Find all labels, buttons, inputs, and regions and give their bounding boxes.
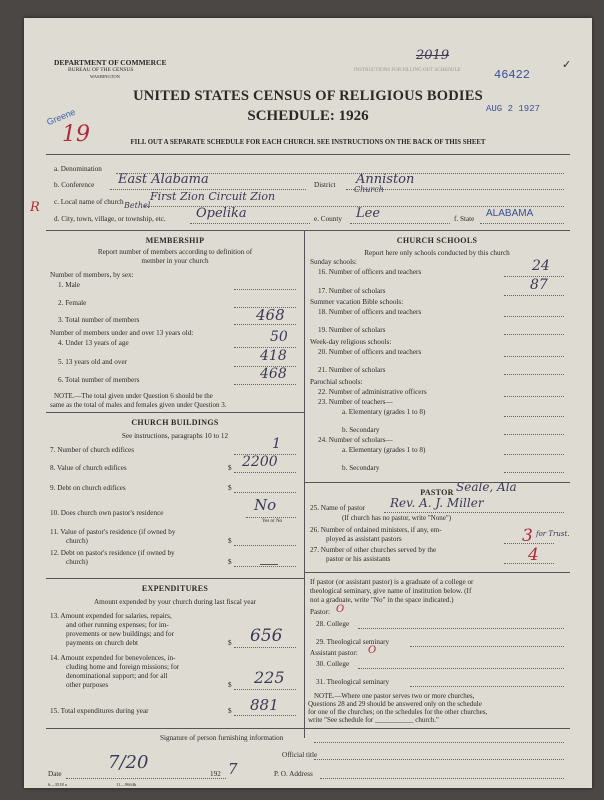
church-name-mid: Church: [354, 185, 384, 194]
q10-residence: 10. Does church own pastor's residence: [50, 509, 164, 517]
signature-field[interactable]: [314, 742, 564, 743]
city-field[interactable]: [190, 223, 310, 224]
q23a-elementary: a. Elementary (grades 1 to 8): [342, 408, 426, 416]
q19-scholars: 19. Number of scholars: [318, 326, 386, 334]
q17-field[interactable]: [504, 295, 564, 296]
expenditures-heading: EXPENDITURES: [141, 584, 209, 593]
grad-text-2: theological seminary, give name of institution below. (If: [310, 587, 472, 595]
buildings-sub: See instructions, paragraphs 10 to 12: [121, 432, 229, 440]
q31-seminary: 31. Theological seminary: [316, 678, 390, 686]
under-over-label: Number of members under and over 13 years old:: [50, 329, 194, 337]
q7-value: 1: [272, 436, 281, 452]
q22-field[interactable]: [504, 396, 564, 397]
parochial-schools: Parochial schools:: [310, 378, 363, 386]
q24-scholars: 24. Number of scholars—: [318, 436, 393, 444]
q10-value: No: [254, 496, 277, 514]
q26-line2: ployed as assistant pastors: [326, 535, 402, 543]
column-divider: [304, 230, 305, 738]
q11-line2: church): [66, 537, 88, 545]
stamp-number: 46422: [494, 68, 531, 82]
q24a-field[interactable]: [504, 454, 564, 455]
check-mark: ✓: [562, 59, 572, 71]
q13-line3: provements or new buildings; and for: [66, 630, 174, 638]
q30-college: 30. College: [316, 660, 350, 668]
q15-value: 881: [250, 696, 279, 714]
grad-text-1: If pastor (or assistant pastor) is a graduate of a college or: [310, 578, 474, 586]
conference-label: b. Conference: [54, 181, 95, 189]
district-value: Anniston: [356, 172, 415, 187]
q30-field[interactable]: [358, 668, 564, 669]
q8-field[interactable]: [234, 472, 296, 473]
q25-field[interactable]: [384, 512, 564, 513]
weekday-schools: Week-day religious schools:: [310, 338, 392, 346]
q21-scholars: 21. Number of scholars: [318, 366, 386, 374]
q28-field[interactable]: [358, 628, 564, 629]
pastor-label: Pastor:: [310, 608, 330, 616]
q26-value: 3: [522, 526, 533, 546]
q18-officers: 18. Number of officers and teachers: [318, 308, 422, 316]
q8-value: 2200: [242, 454, 278, 470]
form-schedule: SCHEDULE: 1926: [247, 108, 369, 124]
pastor-note-4: write "See schedule for ___________ church.": [308, 716, 439, 724]
q9-dollar: $: [228, 484, 232, 492]
q8-value-edifices: 8. Value of church edifices: [50, 464, 127, 472]
q6-total: 6. Total number of members: [58, 376, 140, 384]
q13-line4: payments on church debt: [66, 639, 139, 647]
form-number: 6—3518 a: [48, 782, 67, 787]
membership-note1: NOTE.—The total given under Question 6 should be the: [54, 392, 213, 400]
q17-value: 87: [530, 277, 548, 293]
denomination-label: a. Denomination: [54, 165, 102, 173]
rule-bottom: [46, 728, 570, 729]
church-name-value: First Zion Circuit Zion: [150, 190, 276, 203]
q27-line2: pastor or his assistants: [326, 555, 391, 563]
q12-dollar: $: [228, 558, 232, 566]
pastor-note-3: for one of the churches; on the schedules for the other churches,: [308, 708, 488, 716]
q16-officers: 16. Number of officers and teachers: [318, 268, 422, 276]
crossed-number: 2019: [416, 48, 450, 63]
q5-over13: 5. 13 years old and over: [58, 358, 128, 366]
q21-field[interactable]: [504, 374, 564, 375]
state-value: ALABAMA: [486, 208, 534, 219]
q24b-field[interactable]: [504, 472, 564, 473]
q12-line1: 12. Debt on pastor's residence (if owned by: [50, 549, 175, 557]
form-number-2: 11—9664b: [116, 782, 137, 787]
q29-seminary: 29. Theological seminary: [316, 638, 390, 646]
q12-dash: [260, 564, 278, 565]
date-field[interactable]: [66, 778, 226, 779]
yes-no-label: Yes or No: [262, 519, 283, 524]
q27-value: 4: [528, 545, 539, 565]
summer-schools: Summer vacation Bible schools:: [310, 298, 404, 306]
red-19: 19: [62, 122, 90, 147]
q6-field[interactable]: [234, 384, 296, 385]
q22-admin: 22. Number of administrative officers: [318, 388, 427, 396]
expenditures-sub: Amount expended by your church during last fiscal year: [93, 598, 257, 606]
q4-value: 50: [270, 329, 288, 345]
assistant-label: Assistant pastor:: [310, 649, 358, 657]
date-label: Date: [48, 770, 62, 778]
q13-field[interactable]: [234, 647, 296, 648]
q19-field[interactable]: [504, 334, 564, 335]
pastor-note-1: NOTE.—Where one pastor serves two or more churches,: [314, 692, 475, 700]
church-name-label: c. Local name of church: [54, 198, 124, 206]
city-label: WASHINGTON: [90, 74, 120, 79]
census-schedule-page: [24, 18, 592, 788]
q20-officers: 20. Number of officers and teachers: [318, 348, 422, 356]
q12-line2: church): [66, 558, 88, 566]
form-instruction: FILL OUT A SEPARATE SCHEDULE FOR EACH CHURCH. SEE INSTRUCTIONS ON THE BACK OF THIS SHEET: [130, 139, 486, 146]
membership-note2: same as the total of males and females given under Question 3.: [50, 401, 227, 409]
q14-line2: cluding home and foreign missions; for: [66, 663, 180, 671]
q7-edifices: 7. Number of church edifices: [50, 446, 135, 454]
q24b-secondary: b. Secondary: [342, 464, 380, 472]
membership-sub1: Report number of members according to definition of: [97, 248, 253, 256]
po-address-label: P. O. Address: [274, 770, 313, 778]
pastor-value: O: [336, 604, 345, 615]
q26-note: for Trust.: [536, 530, 570, 538]
q23-teachers: 23. Number of teachers—: [318, 398, 393, 406]
q12-field[interactable]: [234, 566, 296, 567]
q2-female: 2. Female: [58, 299, 87, 307]
department-label: DEPARTMENT OF COMMERCE: [54, 58, 167, 67]
q23b-field[interactable]: [504, 434, 564, 435]
q14-dollar: $: [228, 681, 232, 689]
membership-heading: MEMBERSHIP: [145, 236, 205, 245]
q15-field[interactable]: [234, 715, 296, 716]
q5-value: 418: [260, 348, 287, 364]
rule-top: [46, 154, 570, 155]
q14-line3: denominational support; and for all: [66, 672, 168, 680]
county-field[interactable]: [350, 223, 450, 224]
date-value: 7/20: [108, 752, 149, 773]
pastor-heading-note: Seale, Ala: [456, 480, 517, 494]
q8-dollar: $: [228, 464, 232, 472]
q11-line1: 11. Value of pastor's residence (if owned by: [50, 528, 176, 536]
received-date-stamp: AUG 2 1927: [486, 104, 541, 114]
q3-value: 468: [256, 306, 285, 324]
q15-total: 15. Total expenditures during year: [50, 707, 149, 715]
q4-under13: 4. Under 13 years of age: [58, 339, 129, 347]
q1-field[interactable]: [234, 289, 296, 290]
q27-line1: 27. Number of other churches served by the: [310, 546, 437, 554]
q20-field[interactable]: [504, 356, 564, 357]
q14-field[interactable]: [234, 689, 296, 690]
greene-stamp: Greene: [45, 106, 77, 128]
q9-field[interactable]: [234, 492, 296, 493]
assistant-value: O: [368, 645, 377, 656]
q29-field[interactable]: [410, 646, 564, 647]
conference-value: East Alabama: [118, 172, 209, 187]
q13-line1: 13. Amount expended for salaries, repairs,: [50, 612, 172, 620]
q13-value: 656: [250, 626, 283, 646]
rule-ident: [46, 230, 570, 231]
q26-line1: 26. Number of ordained ministers, if any, em-: [310, 526, 442, 534]
q3-field[interactable]: [234, 324, 296, 325]
city-value: Opelika: [196, 206, 247, 221]
rule-pastor: [304, 572, 570, 573]
schools-sub: Report here only schools conducted by this church: [364, 249, 510, 257]
q13-line2: and other running expenses; for im-: [66, 621, 169, 629]
year-value: 7: [228, 760, 238, 778]
q17-scholars: 17. Number of scholars: [318, 287, 386, 295]
q10-field[interactable]: [246, 517, 296, 518]
q6-value: 468: [260, 366, 287, 382]
church-name-above: Bethel: [124, 201, 151, 210]
q25-note: (If church has no pastor, write "None"): [342, 514, 452, 522]
year-print: 192: [210, 770, 221, 778]
state-field[interactable]: [480, 223, 564, 224]
q24a-elementary: a. Elementary (grades 1 to 8): [342, 446, 426, 454]
q9-debt: 9. Debt on church edifices: [50, 484, 126, 492]
members-by-sex: Number of members, by sex:: [50, 271, 134, 279]
q23a-field[interactable]: [504, 416, 564, 417]
state-label: f. State: [454, 215, 475, 223]
pastor-heading: PASTOR: [420, 488, 454, 497]
schools-heading: CHURCH SCHOOLS: [396, 236, 478, 245]
q31-field[interactable]: [410, 686, 564, 687]
q14-line1: 14. Amount expended for benevolences, in-: [50, 654, 176, 662]
q28-college: 28. College: [316, 620, 350, 628]
q1-male: 1. Male: [58, 281, 80, 289]
sunday-schools: Sunday schools:: [310, 258, 357, 266]
district-label: District: [314, 181, 336, 189]
county-label: e. County: [314, 215, 342, 223]
bureau-label: BUREAU OF THE CENSUS: [68, 67, 134, 73]
faint-print: INSTRUCTIONS FOR FILLING OUT SCHEDULE: [354, 68, 461, 73]
pastor-note-2: Questions 28 and 29 should be answered only on the schedule: [308, 700, 482, 708]
q3-total: 3. Total number of members: [58, 316, 140, 324]
official-title-label: Official title: [282, 751, 318, 759]
q25-value: Rev. A. J. Miller: [390, 496, 484, 510]
grad-text-3: not a graduate, write "No" in the space indicated.): [310, 596, 454, 604]
rule-schools: [304, 482, 570, 483]
q15-dollar: $: [228, 707, 232, 715]
form-title: UNITED STATES CENSUS OF RELIGIOUS BODIES: [133, 88, 483, 104]
signature-label: Signature of person furnishing information: [160, 734, 284, 742]
q11-dollar: $: [228, 537, 232, 545]
q13-dollar: $: [228, 639, 232, 647]
buildings-heading: CHURCH BUILDINGS: [131, 418, 219, 427]
q14-line4: other purposes: [66, 681, 109, 689]
red-r-mark: R: [30, 200, 40, 215]
rule-membership: [46, 412, 304, 413]
q25-name: 25. Name of pastor: [310, 504, 366, 512]
po-address-field[interactable]: [320, 778, 564, 779]
q16-value: 24: [532, 258, 550, 274]
membership-sub2: member in your church: [141, 257, 209, 265]
q11-field[interactable]: [234, 545, 296, 546]
q14-value: 225: [254, 668, 285, 687]
official-title-field[interactable]: [314, 759, 564, 760]
q23b-secondary: b. Secondary: [342, 426, 380, 434]
q18-field[interactable]: [504, 316, 564, 317]
county-value: Lee: [356, 206, 381, 221]
city-town-label: d. City, town, village, or township, etc.: [54, 215, 166, 223]
rule-buildings: [46, 578, 304, 579]
